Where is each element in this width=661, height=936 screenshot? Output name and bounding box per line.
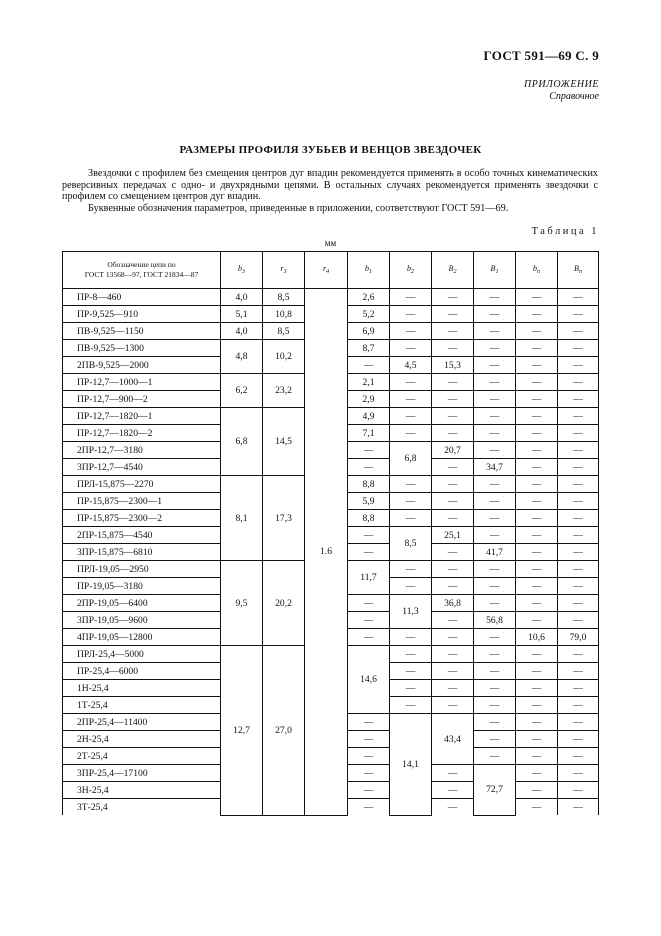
table-cell: — [516,697,558,714]
table-cell: — [390,323,432,340]
table-cell: 15,3 [432,357,474,374]
table-cell: — [558,680,599,697]
table-cell: — [474,731,516,748]
table-cell: — [558,476,599,493]
table-cell: — [432,289,474,306]
table-cell: — [348,595,390,612]
table-cell: 4,5 [390,357,432,374]
table-label: Таблица 1 [531,226,599,237]
table-cell: — [516,578,558,595]
table-cell: — [474,374,516,391]
table-cell: — [558,765,599,782]
table-cell: 6,2 [221,374,263,408]
table-cell: — [558,340,599,357]
table-cell: — [558,357,599,374]
table-cell: 2,6 [348,289,390,306]
chain-designation: ПР-15,875—2300—1 [63,493,221,510]
table-cell: 20,2 [263,561,305,646]
chain-designation: ПР-8—460 [63,289,221,306]
appendix-subtitle: Справочное [549,91,599,102]
chain-designation: ПРЛ-15,875—2270 [63,476,221,493]
table-cell: — [558,493,599,510]
chain-designation: 2Н-25,4 [63,731,221,748]
table-cell: — [558,612,599,629]
table-cell: — [558,442,599,459]
table-cell: 8,7 [348,340,390,357]
table-cell: 36,8 [432,595,474,612]
chain-designation: ПРЛ-25,4—5000 [63,646,221,663]
table-cell: — [390,493,432,510]
table-cell: 17,3 [263,476,305,561]
table-cell: — [516,799,558,816]
table-cell: — [474,357,516,374]
table-cell: — [474,340,516,357]
table-cell: — [516,765,558,782]
table-cell: — [390,306,432,323]
table-cell: 1.6 [305,289,348,816]
table-cell: — [558,782,599,799]
table-cell: 7,1 [348,425,390,442]
table-cell: — [558,697,599,714]
table-cell: — [474,425,516,442]
table-cell: — [432,612,474,629]
units-label: мм [324,238,337,248]
chain-designation: 3ПР-15,875—6810 [63,544,221,561]
chain-designation: ПР-15,875—2300—2 [63,510,221,527]
chain-designation: 2Т-25,4 [63,748,221,765]
table-cell: — [348,612,390,629]
table-cell: 5,2 [348,306,390,323]
chain-designation: ПР-12,7—1000—1 [63,374,221,391]
chain-designation: 3ПР-12,7—4540 [63,459,221,476]
table-cell: — [516,595,558,612]
table-cell: 14,6 [348,646,390,714]
table-cell: — [390,391,432,408]
chain-designation: ПР-19,05—3180 [63,578,221,595]
header-B2: $B_2$ [432,252,474,289]
table-cell: — [432,782,474,799]
table-cell: — [474,595,516,612]
table-cell: — [474,561,516,578]
table-cell: 5,1 [221,306,263,323]
table-cell: 41,7 [474,544,516,561]
dimensions-table [62,251,599,816]
table-cell: — [432,391,474,408]
appendix-label [524,79,599,103]
table-cell: — [432,646,474,663]
table-cell: — [558,391,599,408]
chain-designation: 4ПР-19,05—12800 [63,629,221,646]
table-header-row [63,252,599,289]
table-cell: — [516,527,558,544]
chain-designation: 1Н-25,4 [63,680,221,697]
table-cell: — [432,578,474,595]
table-cell: 10,8 [263,306,305,323]
header-r4: $r_4$ [305,252,348,289]
table-cell: 25,1 [432,527,474,544]
table-cell: 2,1 [348,374,390,391]
table-cell: 11,3 [390,595,432,629]
table-cell: 8,1 [221,476,263,561]
table-cell: — [516,374,558,391]
table-cell: — [474,493,516,510]
table-cell: — [516,612,558,629]
table-cell: — [348,748,390,765]
chain-designation: ПВ-9,525—1300 [63,340,221,357]
table-cell: — [558,646,599,663]
table-cell: 8,5 [390,527,432,561]
table-cell: — [558,544,599,561]
chain-designation: 1Т-25,4 [63,697,221,714]
table-cell: — [558,323,599,340]
table-cell: 27,0 [263,646,305,816]
table-cell: — [348,544,390,561]
chain-designation: 3ПР-25,4—17100 [63,765,221,782]
table-cell: — [558,425,599,442]
table-cell: — [390,663,432,680]
table-cell: 23,2 [263,374,305,408]
table-cell: — [432,663,474,680]
header-Bn: $B_n$ [558,252,599,289]
table-cell: — [516,663,558,680]
table-cell: — [432,697,474,714]
table-cell: — [432,306,474,323]
table-cell: — [432,799,474,816]
chain-designation: 3Н-25,4 [63,782,221,799]
table-cell: 34,7 [474,459,516,476]
table-cell: — [474,323,516,340]
table-cell: — [390,374,432,391]
table-cell: — [348,782,390,799]
table-cell: — [558,527,599,544]
table-cell: — [558,510,599,527]
table-cell: — [558,663,599,680]
chain-designation: 2ПВ-9,525—2000 [63,357,221,374]
page-header: ГОСТ 591—69 С. 9 [483,48,599,63]
chain-designation: ПР-25,4—6000 [63,663,221,680]
table-cell: — [348,714,390,731]
header-designation: Обозначение цепи по ГОСТ 13568—97, ГОСТ 21834—87 [63,252,221,289]
table-cell: — [516,714,558,731]
table-cell: — [390,476,432,493]
header-b3: $b_3$ [221,252,263,289]
table-cell: — [390,680,432,697]
table-cell: — [432,561,474,578]
table-cell: — [390,629,432,646]
table-cell: — [474,476,516,493]
table-cell: — [474,527,516,544]
table-cell: — [390,646,432,663]
table-cell: — [474,663,516,680]
table-cell: — [348,629,390,646]
table-cell: — [474,510,516,527]
appendix-title: ПРИЛОЖЕНИЕ [524,79,599,90]
table-cell: 4,8 [221,340,263,374]
table-cell: — [558,748,599,765]
table-cell: — [432,476,474,493]
table-cell: 8,8 [348,476,390,493]
table-cell: 6,9 [348,323,390,340]
table-cell: — [558,459,599,476]
chain-designation: ПВ-9,525—1150 [63,323,221,340]
table-cell: — [474,578,516,595]
table-cell: — [390,425,432,442]
table-cell: — [474,748,516,765]
chain-designation: ПР-12,7—1820—1 [63,408,221,425]
table-cell: — [432,323,474,340]
header-r3: $r_3$ [263,252,305,289]
table-cell: — [348,799,390,816]
table-cell: 10,6 [516,629,558,646]
table-cell: — [432,408,474,425]
table-cell: — [516,442,558,459]
table-cell: 11,7 [348,561,390,595]
table-cell: — [474,629,516,646]
table-cell: 6,8 [390,442,432,476]
table-cell: — [474,697,516,714]
header-b2: $b_2$ [390,252,432,289]
table-cell: 14,5 [263,408,305,476]
table-cell: — [390,289,432,306]
table-cell: 10,2 [263,340,305,374]
table-cell: — [432,340,474,357]
paragraph-2: Буквенные обозначения параметров, приведенные в приложении, соответствуют ГОСТ 591—69. [88,203,509,214]
table-cell: — [558,306,599,323]
table-cell: 4,0 [221,289,263,306]
table-cell: — [558,289,599,306]
table-cell: — [516,680,558,697]
table-cell: 4,0 [221,323,263,340]
table-cell: 4,9 [348,408,390,425]
table-cell: — [432,425,474,442]
chain-designation: 2ПР-19,05—6400 [63,595,221,612]
table-cell: — [348,731,390,748]
table-cell: — [432,493,474,510]
table-cell: — [516,561,558,578]
table-cell: — [516,510,558,527]
table-cell: — [390,510,432,527]
table-cell: — [558,731,599,748]
table-cell: — [558,374,599,391]
table-cell: — [474,646,516,663]
table-cell: — [348,459,390,476]
table-cell: — [390,561,432,578]
table-cell: — [432,680,474,697]
table-cell: — [516,408,558,425]
table-cell: — [516,340,558,357]
section-title: РАЗМЕРЫ ПРОФИЛЯ ЗУБЬЕВ И ВЕНЦОВ ЗВЕЗДОЧЕК [179,144,482,156]
table-cell: 56,8 [474,612,516,629]
chain-designation: ПР-9,525—910 [63,306,221,323]
table-cell: — [432,765,474,782]
paragraph-1: Звездочки с профилем без смещения центров дуг впадин рекомендуется применять в особо точных кинематических реверсивных передачах с одно- и двухрядными цепями. В остальных случаях рекомендуется применять звездочки с профилем со смещением центров дуг впадин. [62,168,598,203]
table-cell: — [348,527,390,544]
table-cell: — [432,374,474,391]
table-cell: — [432,544,474,561]
table-cell: 5,9 [348,493,390,510]
table-cell: — [516,493,558,510]
table-cell: — [474,442,516,459]
table-cell: — [558,595,599,612]
table-cell: 8,8 [348,510,390,527]
chain-designation: 2ПР-12,7—3180 [63,442,221,459]
chain-designation: 3Т-25,4 [63,799,221,816]
table-cell: — [432,510,474,527]
chain-designation: 2ПР-25,4—11400 [63,714,221,731]
table-cell: — [516,425,558,442]
table-row [63,289,599,306]
table-cell: — [516,306,558,323]
header-B1: $B_1$ [474,252,516,289]
table-cell: — [516,357,558,374]
table-cell: — [390,340,432,357]
table-cell: — [474,391,516,408]
table-cell: — [558,799,599,816]
table-cell: — [390,697,432,714]
table-cell: — [516,323,558,340]
table-cell: 14,1 [390,714,432,816]
table-cell: — [516,544,558,561]
table-cell: — [558,408,599,425]
table-cell: — [516,748,558,765]
table-cell: — [516,731,558,748]
table-cell: — [474,408,516,425]
table-cell: — [474,680,516,697]
table-cell: — [516,459,558,476]
chain-designation: ПРЛ-19,05—2950 [63,561,221,578]
table-cell: 43,4 [432,714,474,765]
header-bn: $b_n$ [516,252,558,289]
table-cell: 79,0 [558,629,599,646]
table-cell: — [390,578,432,595]
table-cell: 72,7 [474,765,516,816]
chain-designation: 3ПР-19,05—9600 [63,612,221,629]
table-cell: — [432,459,474,476]
table-cell: — [474,714,516,731]
table-cell: — [348,442,390,459]
table-cell: — [558,578,599,595]
table-cell: — [474,306,516,323]
table-cell: — [516,782,558,799]
table-cell: — [348,357,390,374]
table-cell: — [516,646,558,663]
table-cell: 9,5 [221,561,263,646]
table-cell: — [516,391,558,408]
table-cell: — [516,289,558,306]
chain-designation: ПР-12,7—1820—2 [63,425,221,442]
chain-designation: 2ПР-15,875—4540 [63,527,221,544]
table-cell: 8,5 [263,289,305,306]
table-cell: 6,8 [221,408,263,476]
table-cell: — [432,629,474,646]
table-cell: 2,9 [348,391,390,408]
header-b1: $b_1$ [348,252,390,289]
table-cell: — [474,289,516,306]
table-cell: 20,7 [432,442,474,459]
table-cell: 8,5 [263,323,305,340]
chain-designation: ПР-12,7—900—2 [63,391,221,408]
table-cell: — [516,476,558,493]
table-cell: — [390,408,432,425]
table-cell: — [558,561,599,578]
table-cell: — [348,765,390,782]
table-cell: — [558,714,599,731]
table-cell: 12,7 [221,646,263,816]
